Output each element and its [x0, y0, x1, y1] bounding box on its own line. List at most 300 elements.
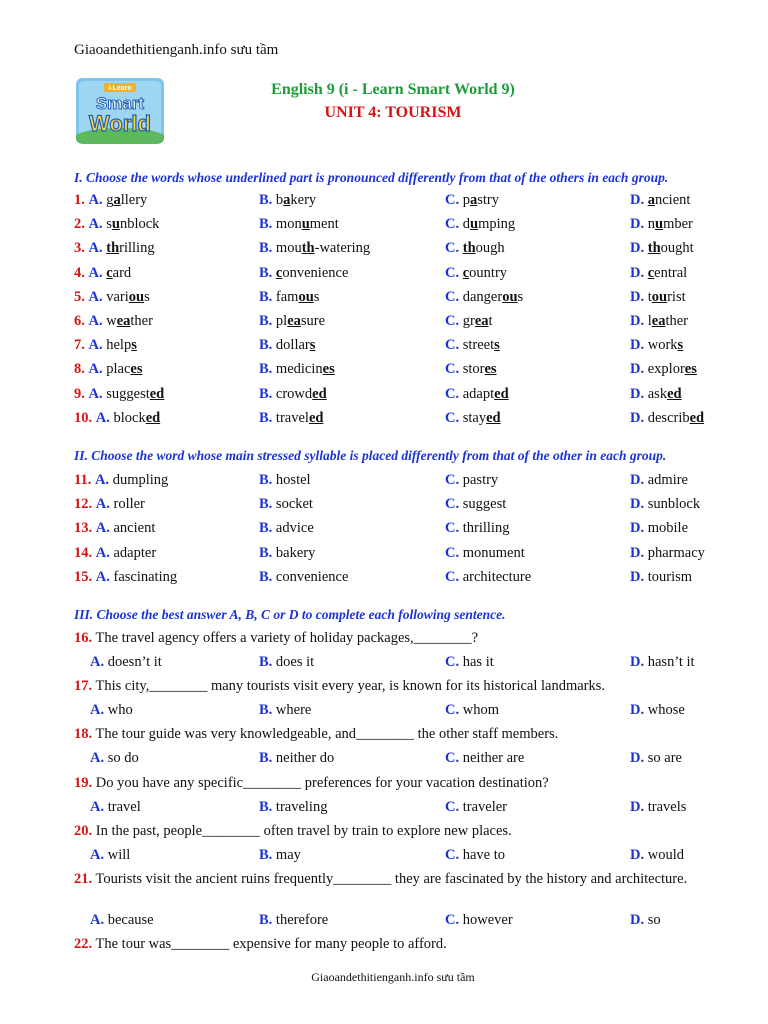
option-prefix: block — [113, 409, 146, 426]
answer-option — [445, 702, 499, 719]
option-suffix: entral — [654, 264, 688, 281]
option-underlined: ed — [667, 385, 682, 402]
option-underlined: u — [111, 216, 120, 233]
option-letter: C. — [445, 496, 460, 513]
question-row — [74, 520, 714, 542]
option-letter: B. — [259, 313, 273, 329]
option — [630, 496, 700, 513]
answer-option — [630, 750, 682, 767]
option — [259, 337, 315, 354]
answer-option — [259, 750, 334, 767]
option-underlined: ou — [502, 288, 518, 305]
option — [445, 496, 506, 513]
question-text: The travel agency offers a variety of holiday packages,________? — [95, 630, 479, 646]
option-prefix: g — [106, 192, 114, 208]
option-letter: A. — [88, 313, 103, 329]
question-text: Do you have any specific________ preferences for your vacation destination? — [95, 774, 549, 791]
option — [445, 313, 493, 330]
option-letter: B. — [259, 798, 273, 815]
option — [630, 386, 682, 403]
option-underlined: th — [462, 240, 476, 257]
answer-option — [259, 912, 328, 929]
option-prefix: adapt — [462, 385, 495, 402]
option-prefix: plac — [106, 361, 131, 378]
option-text: roller — [113, 496, 145, 513]
option-prefix: stor — [462, 361, 485, 378]
option-letter: D. — [630, 654, 645, 670]
option-text: does it — [275, 654, 315, 670]
answer-row — [90, 654, 710, 676]
option-letter: D. — [630, 568, 645, 585]
logo-text-top: i-Learn — [108, 85, 132, 92]
option-letter: A. — [95, 520, 110, 537]
option-underlined: s — [131, 337, 137, 354]
option — [74, 265, 131, 282]
option-letter: D. — [630, 264, 645, 281]
option-letter: B. — [259, 750, 273, 767]
question-row — [74, 192, 714, 214]
option-letter: B. — [259, 912, 273, 928]
option-letter: A. — [95, 409, 110, 426]
option-prefix: gr — [462, 313, 475, 329]
option-letter: B. — [259, 568, 273, 585]
option — [259, 192, 316, 209]
option-underlined: ed — [312, 385, 327, 402]
option-text: traveling — [275, 798, 328, 815]
option-letter: B. — [259, 846, 273, 863]
option-letter: A. — [88, 216, 103, 233]
option-text: bakery — [275, 544, 316, 561]
option-letter: C. — [445, 337, 460, 354]
question-number: 6. — [74, 313, 85, 329]
question-stem — [74, 630, 714, 647]
option-letter: C. — [445, 520, 460, 537]
option-suffix: ard — [112, 264, 132, 281]
option-text: thrilling — [462, 520, 510, 537]
question-stem — [74, 726, 714, 743]
option-letter: D. — [630, 313, 645, 329]
option-underlined: es — [484, 361, 497, 378]
answer-row — [90, 912, 710, 934]
option-letter: A. — [95, 496, 110, 513]
question-number: 20. — [74, 822, 93, 839]
option-text: whom — [462, 702, 499, 719]
question-stem — [74, 871, 714, 888]
option — [74, 386, 164, 403]
option-text: has it — [462, 654, 494, 670]
option-letter: A. — [90, 702, 105, 719]
answer-option — [259, 654, 314, 671]
option-text: admire — [647, 472, 688, 488]
option-letter: B. — [259, 496, 273, 513]
option-text: may — [275, 846, 301, 863]
option-text: travels — [647, 798, 687, 815]
option-letter: D. — [630, 216, 645, 233]
option — [259, 265, 348, 282]
option-underlined: ea — [651, 313, 666, 329]
option-text: hostel — [275, 472, 311, 488]
option-underlined: es — [322, 361, 335, 378]
option-letter: C. — [445, 409, 460, 426]
option — [445, 545, 525, 562]
option-suffix: -watering — [314, 240, 371, 257]
option-suffix: onvenience — [282, 264, 349, 281]
option-letter: D. — [630, 750, 645, 767]
option-letter: A. — [88, 361, 103, 378]
option-prefix: mon — [275, 216, 302, 233]
question-stem — [74, 678, 714, 695]
option — [445, 265, 507, 282]
option-text: so do — [107, 750, 139, 767]
option-prefix: suggest — [106, 385, 150, 402]
question-number: 10. — [74, 409, 93, 426]
option-text: doesn’t it — [107, 654, 162, 670]
option-letter: A. — [95, 544, 110, 561]
option-letter: C. — [445, 654, 460, 670]
option — [74, 520, 155, 537]
option-letter: C. — [445, 702, 460, 719]
option-suffix: s — [517, 288, 524, 305]
option-prefix: explor — [647, 361, 685, 378]
option-suffix: ther — [665, 313, 688, 329]
option-letter: D. — [630, 472, 645, 488]
option — [259, 520, 314, 537]
option-text: socket — [275, 496, 313, 513]
option-letter: B. — [259, 288, 273, 305]
option-letter: B. — [259, 702, 273, 719]
option — [630, 313, 688, 330]
option-letter: C. — [445, 313, 460, 329]
option-underlined: u — [469, 216, 479, 233]
option-letter: C. — [445, 216, 460, 233]
option — [259, 496, 313, 513]
option-text: mobile — [647, 520, 689, 537]
option — [74, 472, 168, 489]
option-suffix: mping — [478, 216, 516, 233]
answer-option — [630, 702, 685, 719]
question-stem — [74, 823, 714, 840]
option-letter: B. — [259, 240, 273, 257]
question-number: 12. — [74, 496, 93, 513]
option-underlined: ou — [651, 288, 668, 305]
option-underlined: c — [106, 264, 113, 281]
option — [630, 520, 688, 537]
section-3-title: III. Choose the best answer A, B, C or D to complete each following sentence. — [74, 607, 506, 622]
question-row — [74, 386, 714, 408]
option-underlined: a — [647, 192, 655, 208]
option-letter: C. — [445, 912, 460, 928]
option-text: dumpling — [112, 472, 169, 488]
option-letter: D. — [630, 912, 645, 928]
option — [630, 337, 683, 354]
option-prefix: danger — [462, 288, 503, 305]
answer-row — [90, 799, 710, 821]
option-text: architecture — [462, 568, 532, 585]
option-letter: A. — [88, 337, 103, 354]
question-row — [74, 289, 714, 311]
question-number: 1. — [74, 192, 85, 208]
option-text: monument — [462, 544, 525, 561]
answer-option — [445, 654, 494, 671]
answer-option — [90, 702, 133, 719]
option-underlined: th — [106, 240, 120, 257]
option-suffix: sure — [300, 313, 326, 329]
option-text: where — [275, 702, 312, 719]
option — [259, 545, 315, 562]
option — [445, 410, 501, 427]
question-text: This city,________ many tourists visit every year, is known for its historical landmarks. — [95, 678, 606, 695]
option-underlined: c — [462, 264, 470, 281]
option-letter: A. — [90, 798, 105, 815]
option-prefix: street — [462, 337, 495, 354]
option-letter: D. — [630, 385, 645, 402]
header-site-credit: Giaoandethitienganh.info sưu tầm — [74, 42, 279, 58]
option-underlined: a — [283, 192, 291, 208]
option-letter: C. — [445, 750, 460, 767]
option-letter: A. — [88, 264, 103, 281]
option-suffix: ought — [660, 240, 694, 257]
option-underlined: c — [647, 264, 655, 281]
option-letter: D. — [630, 544, 645, 561]
option-underlined: ou — [128, 288, 145, 305]
option-underlined: ed — [486, 409, 501, 426]
option — [259, 289, 319, 306]
option-underlined: ea — [116, 313, 131, 329]
unit-title: UNIT 4: TOURISM — [324, 104, 462, 121]
question-row — [74, 545, 714, 567]
option — [74, 496, 145, 513]
question-row — [74, 216, 714, 238]
option — [445, 216, 515, 233]
answer-option — [259, 702, 311, 719]
answer-option — [259, 799, 327, 816]
option-letter: B. — [259, 216, 273, 233]
option-text: pastry — [462, 472, 499, 488]
option — [445, 472, 498, 489]
option-letter: A. — [90, 846, 105, 863]
option — [445, 569, 531, 586]
option-letter: C. — [445, 385, 460, 402]
question-number: 3. — [74, 240, 85, 257]
footer-credit: Giaoandethitienganh.info sưu tầm — [311, 970, 475, 984]
answer-option — [90, 654, 162, 671]
answer-option — [630, 847, 684, 864]
option-text: ancient — [113, 520, 156, 537]
page-title: English 9 (i - Learn Smart World 9) — [271, 81, 515, 98]
question-row — [74, 361, 714, 383]
answer-option — [90, 799, 141, 816]
question-row — [74, 313, 714, 335]
option-text: who — [107, 702, 133, 719]
option — [74, 410, 160, 427]
option-letter: C. — [445, 192, 460, 208]
question-number: 17. — [74, 678, 93, 695]
option-prefix: help — [106, 337, 132, 354]
option-letter: D. — [630, 361, 645, 378]
question-number: 19. — [74, 774, 93, 791]
option-letter: C. — [445, 240, 460, 257]
option-suffix: s — [144, 288, 150, 305]
answer-option — [445, 750, 524, 767]
option — [630, 240, 694, 257]
option-suffix: ountry — [469, 264, 508, 281]
option-suffix: rilling — [119, 240, 155, 257]
option-underlined: ou — [298, 288, 314, 305]
option-prefix: l — [647, 313, 652, 329]
question-number: 16. — [74, 630, 93, 646]
option-underlined: ed — [689, 409, 705, 426]
option — [630, 289, 686, 306]
option — [630, 545, 705, 562]
option-underlined: u — [654, 216, 664, 233]
answer-row — [90, 702, 710, 724]
question-text: The tour was________ expensive for many people to afford. — [95, 936, 447, 953]
option-text: suggest — [462, 496, 507, 513]
option-letter: A. — [90, 912, 105, 928]
question-row — [74, 265, 714, 287]
option-letter: D. — [630, 798, 645, 815]
section-1-title: I. Choose the words whose underlined part is pronounced differently from that of the others in each group. — [74, 170, 669, 185]
option-letter: B. — [259, 361, 273, 378]
option-underlined: th — [647, 240, 661, 257]
option — [259, 240, 370, 257]
option-underlined: es — [130, 361, 143, 378]
option-letter: B. — [259, 654, 273, 670]
option-letter: C. — [445, 288, 460, 305]
option-prefix: stay — [462, 409, 487, 426]
option-underlined: a — [113, 192, 121, 208]
option-suffix: ough — [475, 240, 505, 257]
option-underlined: th — [301, 240, 315, 257]
option — [630, 361, 697, 378]
option-suffix: stry — [477, 192, 499, 208]
option-underlined: s — [677, 337, 684, 354]
question-stem — [74, 775, 714, 792]
option-letter: C. — [445, 361, 460, 378]
option-text: therefore — [275, 912, 329, 928]
answer-option — [259, 847, 301, 864]
option-prefix: fam — [275, 288, 299, 305]
option — [74, 545, 156, 562]
option — [259, 386, 327, 403]
option-letter: C. — [445, 472, 460, 488]
option-letter: D. — [630, 409, 645, 426]
option-underlined: u — [301, 216, 310, 233]
option-letter: B. — [259, 337, 273, 354]
option-letter: B. — [259, 192, 273, 208]
answer-row — [90, 750, 710, 772]
option-suffix: rist — [667, 288, 686, 305]
option-text: sunblock — [647, 496, 701, 513]
option — [445, 337, 500, 354]
option-text: will — [107, 846, 131, 863]
option-letter: C. — [445, 544, 460, 561]
question-stem — [74, 936, 714, 953]
option-underlined: s — [494, 337, 500, 354]
option-suffix: ther — [130, 313, 153, 329]
answer-option — [630, 799, 686, 816]
option-prefix: work — [647, 337, 678, 354]
answer-option — [90, 847, 130, 864]
option-underlined: ed — [494, 385, 509, 402]
option-letter: D. — [630, 192, 645, 208]
option-text: tourism — [647, 568, 693, 585]
option-prefix: b — [275, 192, 284, 208]
question-number: 15. — [74, 568, 93, 585]
question-number: 14. — [74, 544, 93, 561]
option-underlined: ed — [149, 385, 165, 402]
option-underlined: s — [309, 337, 316, 354]
option-letter: B. — [259, 264, 273, 281]
option-letter: D. — [630, 240, 645, 257]
option-text: adapter — [113, 544, 157, 561]
option — [74, 569, 177, 586]
option — [74, 289, 150, 306]
option-prefix: medicin — [275, 361, 323, 378]
option-suffix: ncient — [654, 192, 691, 208]
question-number: 4. — [74, 264, 85, 281]
option-prefix: ask — [647, 385, 668, 402]
option-letter: A. — [88, 192, 103, 208]
option-suffix: nblock — [119, 216, 160, 233]
option-suffix: ment — [309, 216, 339, 233]
option-letter: B. — [259, 409, 273, 426]
option-text: fascinating — [113, 568, 178, 585]
question-number: 9. — [74, 385, 85, 402]
question-row — [74, 240, 714, 262]
option-letter: A. — [88, 385, 103, 402]
option — [259, 361, 335, 378]
option-text: advice — [275, 520, 314, 537]
option-suffix: kery — [290, 192, 317, 208]
question-number: 18. — [74, 726, 93, 743]
option-underlined: a — [469, 192, 478, 208]
option-prefix: mou — [275, 240, 302, 257]
option — [630, 265, 687, 282]
option — [259, 313, 325, 330]
option-text: would — [647, 846, 684, 863]
question-text: In the past, people________ often travel by train to explore new places. — [95, 822, 512, 839]
option-suffix: llery — [120, 192, 148, 208]
option-letter: D. — [630, 702, 645, 719]
option-letter: B. — [259, 472, 273, 488]
option — [445, 240, 505, 257]
option-text: because — [107, 912, 154, 928]
option-text: so — [647, 912, 661, 928]
option-text: pharmacy — [647, 544, 705, 561]
option — [259, 472, 311, 489]
option — [445, 361, 497, 378]
option-text: traveler — [462, 798, 508, 815]
option — [630, 192, 690, 209]
option-letter: D. — [630, 337, 645, 354]
option-text: whose — [647, 702, 685, 719]
answer-option — [445, 799, 507, 816]
option-prefix: vari — [106, 288, 129, 305]
option-letter: C. — [445, 264, 460, 281]
option — [259, 569, 348, 586]
option-prefix: crowd — [275, 385, 313, 402]
option-prefix: d — [462, 216, 470, 233]
question-text: The tour guide was very knowledgeable, and________ the other staff members. — [95, 726, 559, 743]
option-suffix: mber — [663, 216, 693, 233]
section-2-title: II. Choose the word whose main stressed syllable is placed differently from that of the other in each group. — [74, 448, 667, 463]
option-letter: A. — [90, 750, 105, 767]
question-row — [74, 496, 714, 518]
answer-option — [630, 654, 695, 671]
question-number: 21. — [74, 871, 93, 887]
option-prefix: travel — [275, 409, 309, 426]
